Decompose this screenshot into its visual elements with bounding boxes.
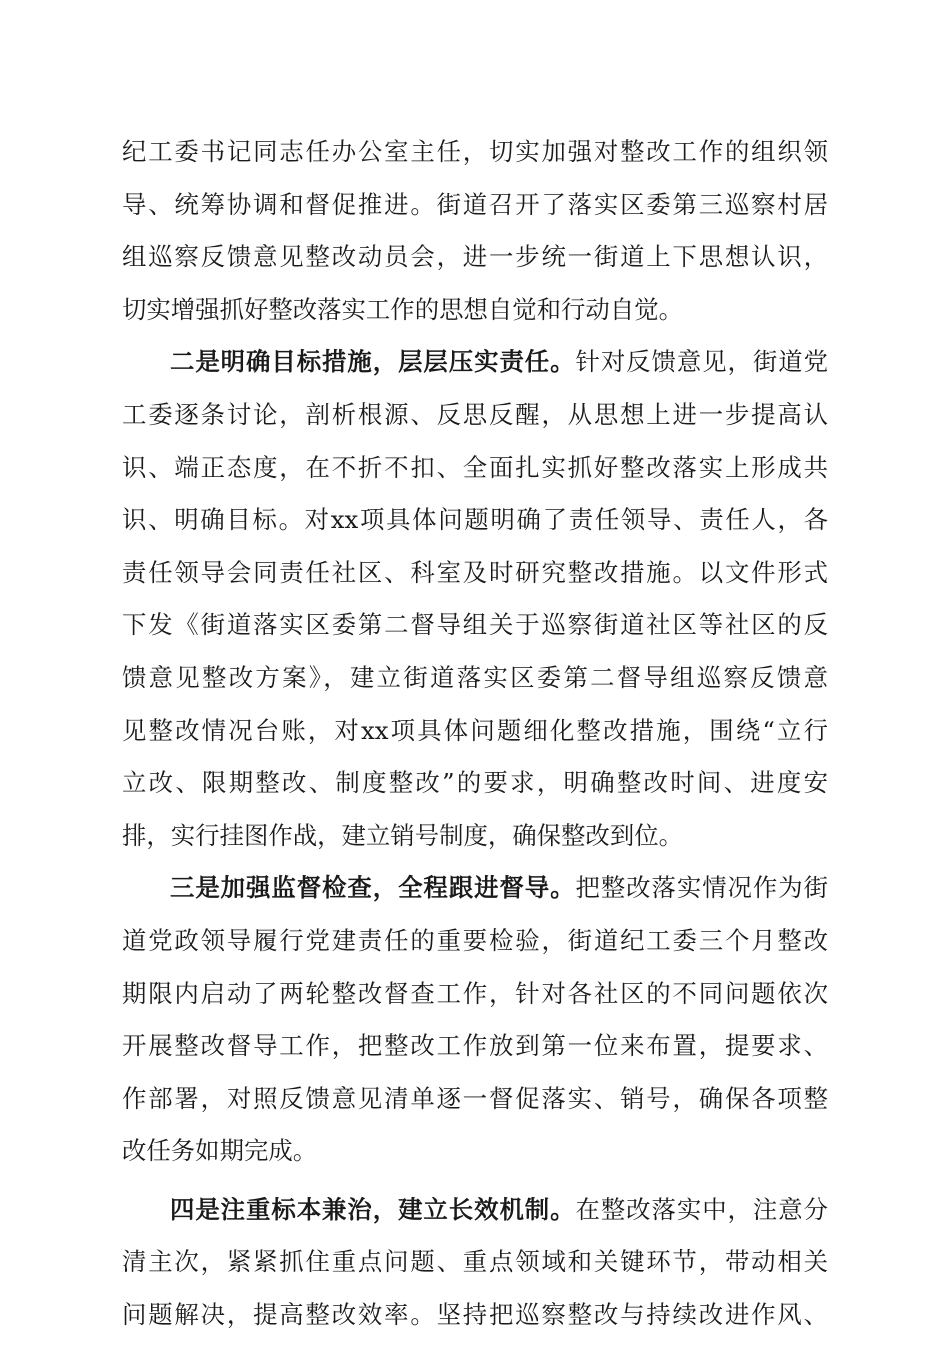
text-line: 下发《街道落实区委第二督导组关于巡察街道社区等社区的反 (122, 610, 828, 640)
text-line: 道党政领导履行党建责任的重要检验，街道纪工委三个月整改 (122, 925, 828, 955)
paragraph-1 (122, 136, 828, 346)
paragraph-heading: 二是明确目标措施，层层压实责任。 (170, 347, 576, 377)
text-line: 责任领导会同责任社区、科室及时研究整改措施。以文件形式 (122, 557, 828, 587)
text-line: 组巡察反馈意见整改动员会，进一步统一街道上下思想认识， (122, 242, 828, 272)
text-line: 问题解决，提高整改效率。坚持把巡察整改与持续改进作风、 (122, 1300, 828, 1330)
text-line: 识、端正态度，在不折不扣、全面扎实抓好整改落实上形成共 (122, 452, 828, 482)
text-line: 识、明确目标。对xx项具体问题明确了责任领导、责任人，各 (122, 505, 828, 535)
text-line: 导、统筹协调和督促推进。街道召开了落实区委第三巡察村居 (122, 189, 828, 219)
text-line: 期限内启动了两轮整改督查工作，针对各社区的不同问题依次 (122, 978, 828, 1008)
paragraph-first-line (122, 1194, 828, 1247)
document-page (122, 136, 828, 1352)
text-line: 纪工委书记同志任办公室主任，切实加强对整改工作的组织领 (122, 137, 828, 166)
paragraph-first-line (122, 872, 828, 925)
paragraph-first-text: 针对反馈意见，街道党 (575, 347, 828, 377)
text-line: 立改、限期整改、制度整改”的要求，明确整改时间、进度安 (122, 768, 828, 798)
paragraph-first-text: 在整改落实中，注意分 (575, 1194, 828, 1224)
paragraph-4 (122, 1194, 828, 1352)
text-line: 切实增强抓好整改落实工作的思想自觉和行动自觉。 (122, 294, 683, 324)
text-line: 馈意见整改方案》，建立街道落实区委第二督导组巡察反馈意 (122, 662, 828, 692)
text-line: 工委逐条讨论，剖析根源、反思反醒，从思想上进一步提高认 (122, 399, 828, 429)
paragraph-2 (122, 346, 828, 872)
paragraph-heading: 四是注重标本兼治，建立长效机制。 (170, 1194, 576, 1224)
text-line: 开展整改督导工作，把整改工作放到第一位来布置，提要求、 (122, 1031, 828, 1061)
text-line: 排，实行挂图作战，建立销号制度，确保整改到位。 (122, 820, 683, 850)
text-line: 清主次，紧紧抓住重点问题、重点领域和关键环节，带动相关 (122, 1247, 828, 1277)
text-line: 作部署，对照反馈意见清单逐一督促落实、销号，确保各项整 (122, 1083, 828, 1113)
text-line: 改任务如期完成。 (122, 1136, 318, 1166)
paragraph-first-text: 把整改落实情况作为街 (575, 873, 828, 903)
paragraph-3 (122, 872, 828, 1188)
paragraph-first-line (122, 346, 828, 399)
text-line: 见整改情况台账，对xx项具体问题细化整改措施，围绕“立行 (122, 715, 828, 745)
paragraph-heading: 三是加强监督检查，全程跟进督导。 (170, 873, 576, 903)
